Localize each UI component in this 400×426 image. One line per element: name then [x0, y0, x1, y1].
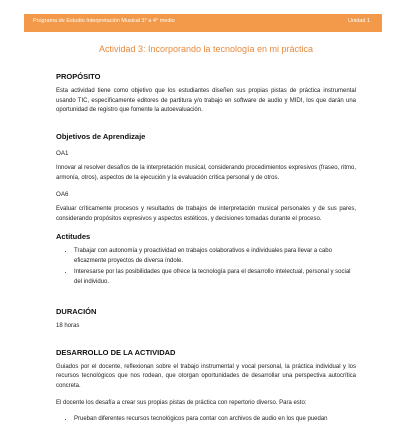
- activity-title: Actividad 3: Incorporando la tecnología en mi práctica: [98, 44, 314, 54]
- proposito-text: Esta actividad tiene como objetivo que los estudiantes diseñen sus propias pistas de práctica instrumental usando TIC, específicamente editores de partitura y/o trabajo en software de audio y MIDI, los que darán una oportunidad de registro que fomente la autoevaluación.: [56, 88, 356, 114]
- actitudes-list: [56, 247, 356, 287]
- oa6-text: Evaluar críticamente procesos y resultados de trabajos de interpretación musical personales y de sus pares, considerando propósitos expresivos y aspectos estéticos, y decisiones tomadas durante el proceso.: [56, 206, 356, 222]
- document-body: [56, 44, 356, 426]
- actitudes-heading: Actitudes: [56, 232, 91, 242]
- duracion-value: 18 horas: [56, 322, 80, 329]
- duracion-heading: DURACIÓN: [56, 306, 97, 316]
- desarrollo-item: • Prueban diferentes recursos tecnológicos para contar con archivos de audio en los que puedan: [74, 415, 356, 424]
- oa1-code: OA1: [56, 149, 69, 157]
- unit-label: Unidad 1: [347, 18, 370, 24]
- desarrollo-p2: El docente los desafía a crear sus propias pistas de práctica con repertorio diverso. Para esto:: [56, 400, 307, 407]
- actitud-item: • Trabajar con autonomía y proactividad en trabajos colaborativos e individuales para llevar a cabo eficazmente proyectos de diversa índole.: [74, 247, 356, 266]
- actitud-item: • Interesarse por las posibilidades que ofrece la tecnología para el desarrollo intelectual, personal y social del individuo.: [74, 268, 356, 287]
- header-bar: [24, 14, 382, 32]
- desarrollo-list: [56, 415, 356, 424]
- desarrollo-p1: Guiados por el docente, reflexionan sobre el trabajo instrumental y vocal personal, la práctica individual y los recursos tecnológicos que nos rodean, que otorgan oportunidades de desarrollar una perspectiva autocrítica concreta.: [56, 363, 356, 389]
- oa6-code: OA6: [56, 190, 69, 198]
- objetivos-heading: Objetivos de Aprendizaje: [56, 131, 146, 141]
- desarrollo-heading: DESARROLLO DE LA ACTIVIDAD: [56, 347, 176, 357]
- oa1-text: Innovar al resolver desafíos de la interpretación musical, considerando procedimientos expresivos (fraseo, ritmo, armonía, otros), aspectos de la ejecución y la evaluación crítica personal y de otros.: [56, 165, 356, 181]
- program-title: Programa de Estudio Interpretación Musical 3° a 4° medio: [33, 18, 175, 24]
- proposito-heading: PROPÓSITO: [56, 72, 101, 81]
